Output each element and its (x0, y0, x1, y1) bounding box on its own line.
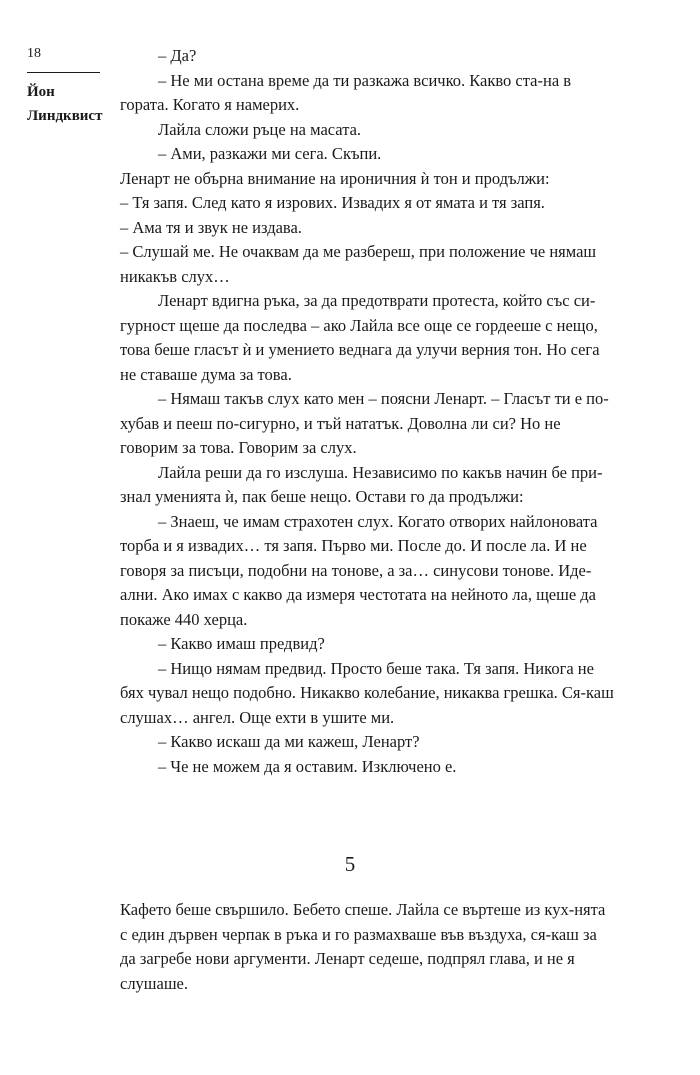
paragraph: Лайла сложи ръце на масата. (158, 119, 362, 139)
paragraph: – Какво искаш да ми кажеш, Ленарт? (158, 732, 420, 751)
author-first-name: Йон (27, 84, 55, 100)
paragraph: – Слушай ме. Не очаквам да ме разбереш, при положение че нямаш никакъв слух… (120, 242, 597, 286)
author-name (27, 80, 102, 128)
paragraph: – Че не можем да я оставим. Изключено е. (158, 756, 457, 776)
paragraph: – Ами, разкажи ми сега. Скъпи. (158, 144, 382, 163)
paragraph: Ленарт вдигна ръка, за да предотврати протеста, който със си-гурност щеше да последва – ако Лайла все още се гордееше с нещо, това беше гласът ѝ и умението веднага да улучи верния тон. Но сега не ставаше дума за това. (120, 291, 600, 384)
header-rule (27, 72, 100, 73)
author-last-name: Линдквист (27, 108, 103, 124)
body-text (120, 44, 615, 779)
paragraph: – Какво имаш предвид? (158, 634, 325, 653)
paragraph: – Нямаш такъв слух като мен – поясни Ленарт. – Гласът ти е по-хубав и пееш по-сигурно, и тъй нататък. Доволна ли си? Но не говорим за това. Говорим за слух. (120, 389, 609, 457)
paragraph: – Да? (158, 46, 197, 65)
paragraph: – Ама тя и звук не издава. (120, 217, 302, 237)
paragraph: – Тя запя. След като я изрових. Извадих я от ямата и тя запя. (120, 193, 545, 212)
paragraph: – Знаеш, че имам страхотен слух. Когато отворих найлоновата торба и я извадих… тя запя. Първо ми. После до. И после ла. И не говоря за писъци, подобни на тонове, а за… синусови тонове. Иде-ални. Ако имах с какво да измеря честотата на нейното ла, щеше да покаже 440 херца. (120, 511, 598, 629)
paragraph: – Нищо нямам предвид. Просто беше така. Тя запя. Никога не бях чувал нещо подобно. Никакво колебание, никаква грешка. Ся-каш слушах… ангел. Още ехти в ушите ми. (120, 658, 614, 727)
page-number: 18 (27, 46, 41, 61)
chapter-paragraph: Кафето беше свършило. Бебето спеше. Лайла се въртеше из кух-нята с един дървен черпак в ръка и го размахваше във въздуха, ся-каш за да загребе нови аргументи. Ленарт седеше, подпрял глава, и не я слушаше. (120, 900, 606, 993)
paragraph: Ленарт не обърна внимание на ироничния ѝ тон и продължи: (120, 168, 550, 188)
chapter-number: 5 (344, 852, 356, 876)
paragraph: – Не ми остана време да ти разкажа всичко. Какво ста-на в гората. Когато я намерих. (120, 70, 572, 114)
paragraph: Лайла реши да го изслуша. Независимо по какъв начин бе при-знал уменията ѝ, пак беше нещо. Остави го да продължи: (120, 462, 603, 506)
chapter-text (120, 898, 615, 996)
